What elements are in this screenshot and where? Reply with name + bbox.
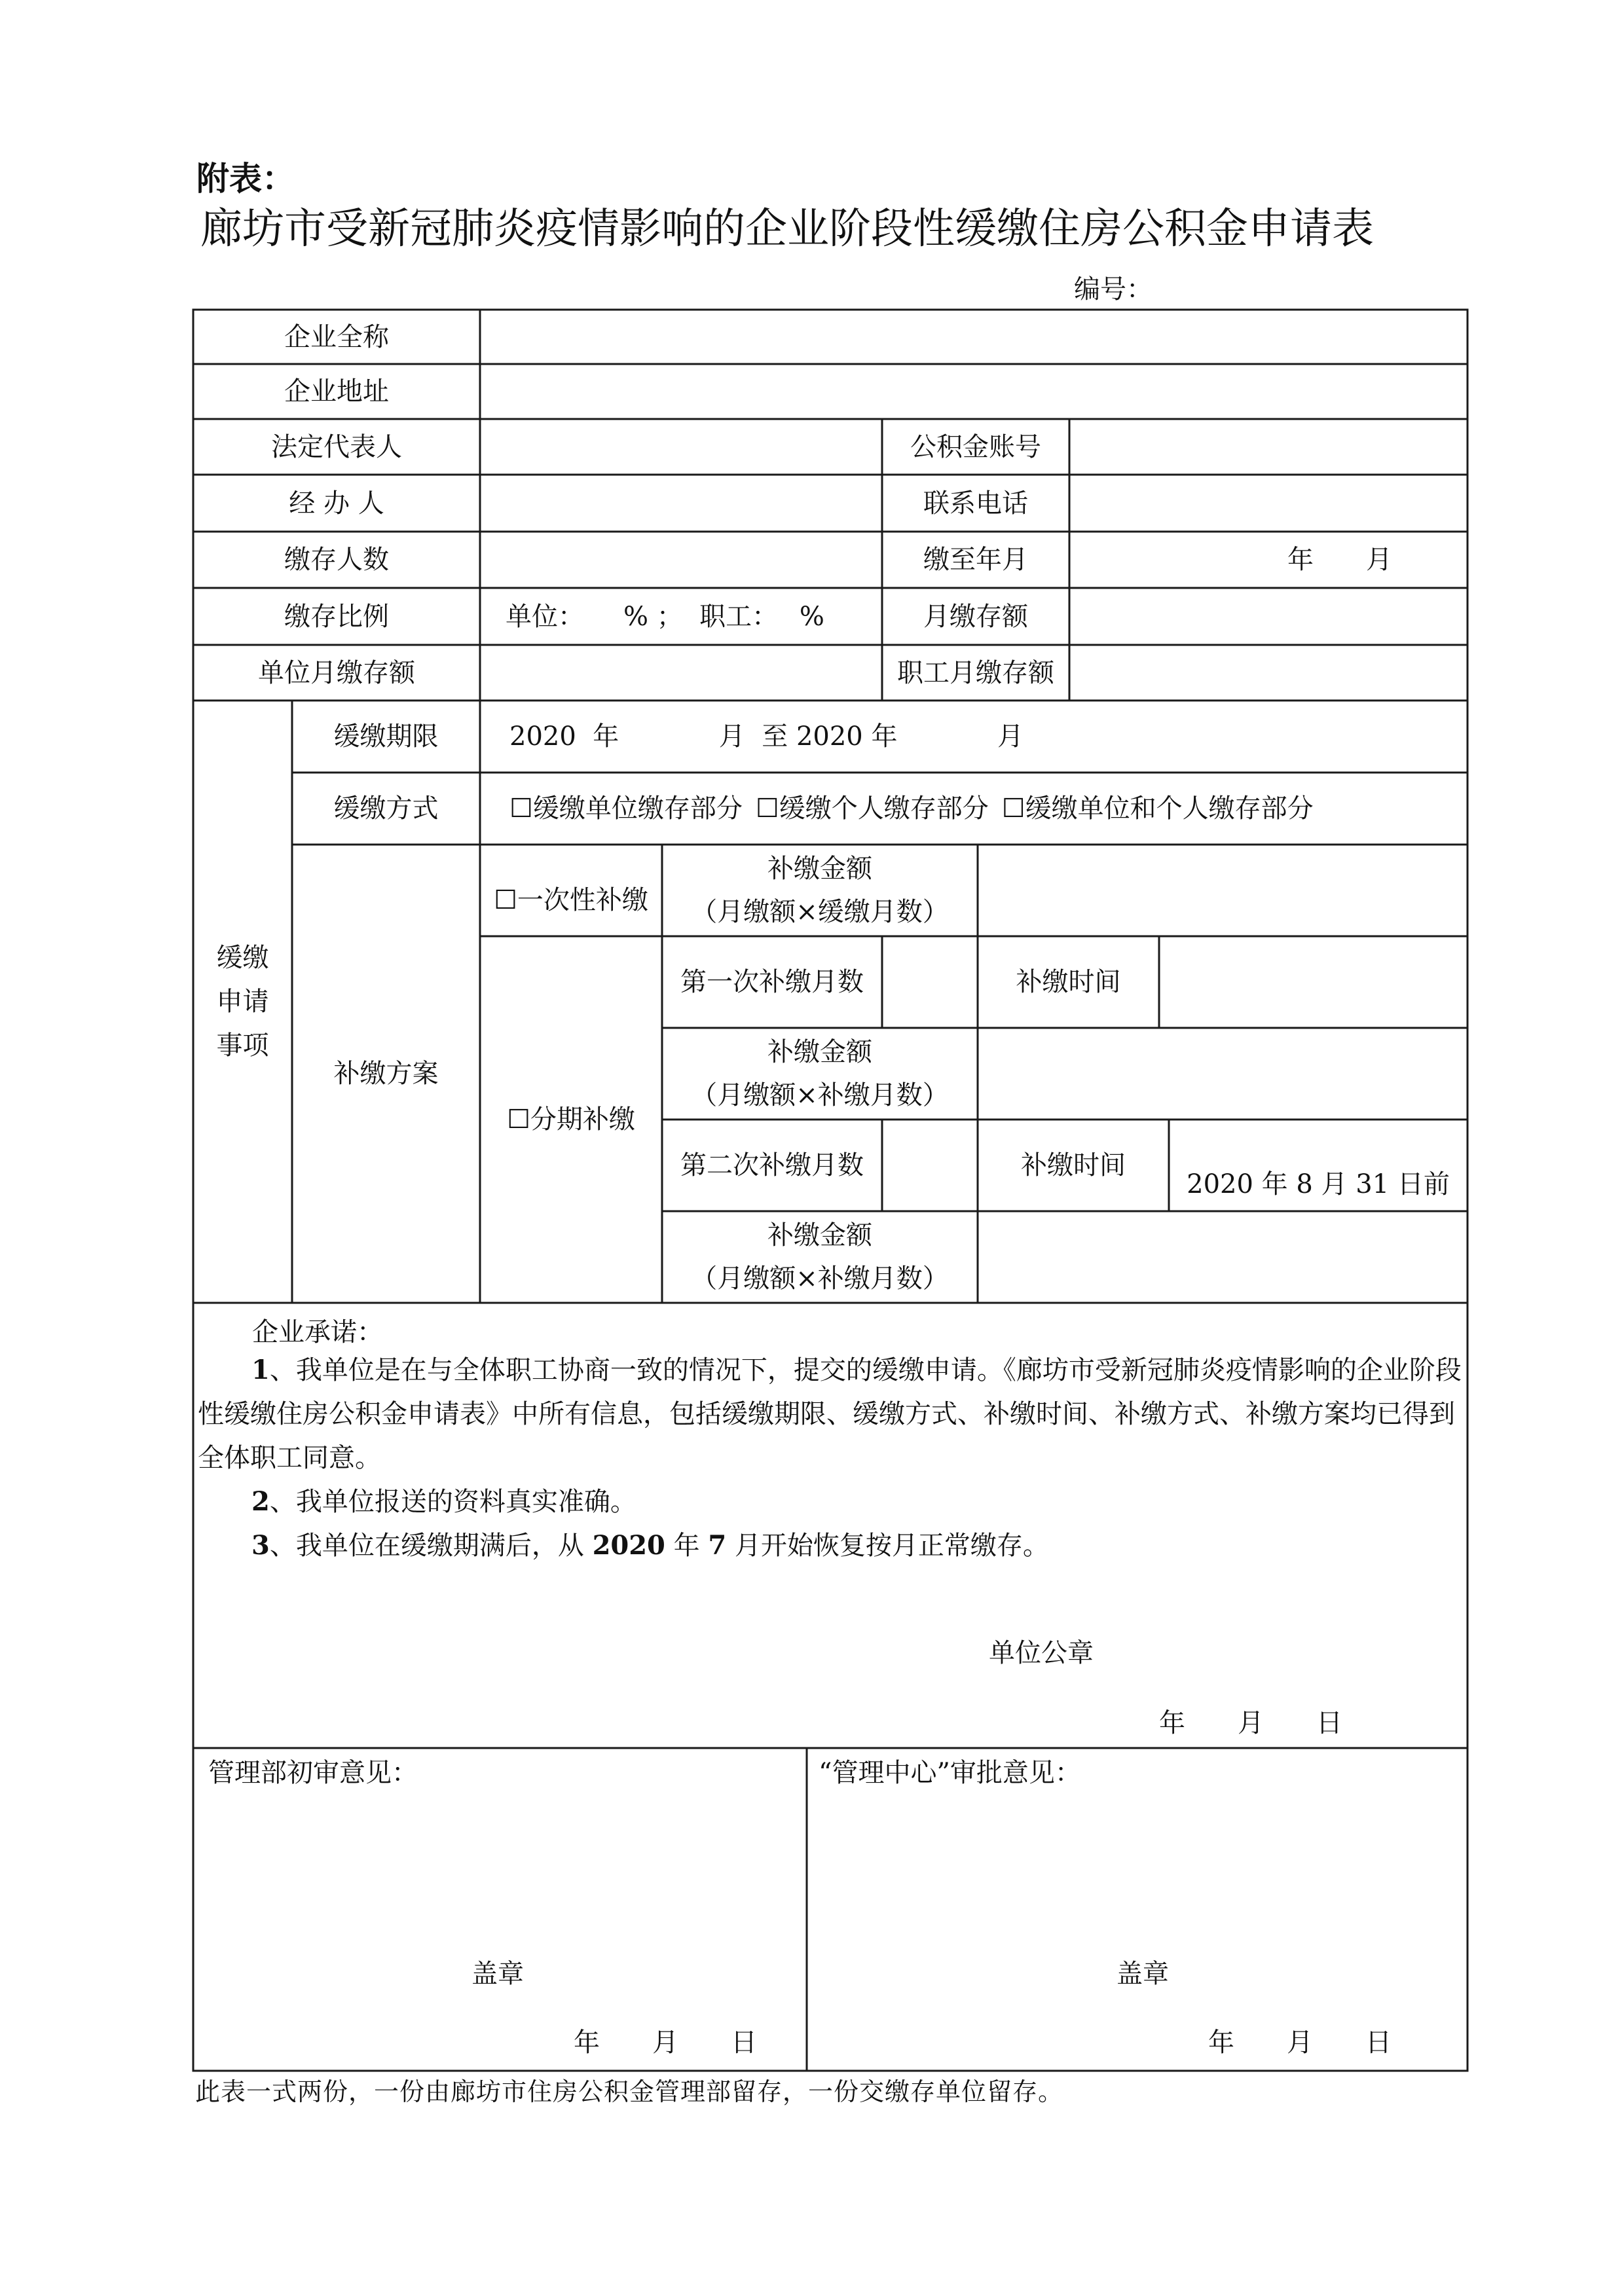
commitment-item-3-text-b: 年 <box>665 1531 709 1561</box>
commitment-item-1 <box>198 1348 1467 1480</box>
paid-until-label: 缴至年月 <box>923 545 1028 575</box>
first-pay-time-field[interactable] <box>1159 936 1467 1028</box>
commitment-item-2 <box>198 1480 1467 1524</box>
first-amount-label: 补缴金额 （月缴额×补缴月数） <box>691 1037 949 1110</box>
unit-monthly-label: 单位月缴存额 <box>258 657 415 688</box>
lump-sum-amount-label: 补缴金额 （月缴额×缓缴月数） <box>691 854 949 927</box>
first-pay-time-label: 补缴时间 <box>1016 967 1121 997</box>
center-approval-seal-label: 盖章 <box>1116 1959 1169 1989</box>
initial-review-date: 年 月 日 <box>574 2028 757 2058</box>
handler-field[interactable] <box>480 475 882 532</box>
commitment-item-2-text: 、我单位报送的资料真实准确。 <box>269 1487 637 1517</box>
unit-monthly-field[interactable] <box>480 645 882 701</box>
deferral-period-label: 缓缴期限 <box>333 721 439 752</box>
phone-field[interactable] <box>1069 475 1467 532</box>
deferral-method-options <box>509 773 1466 845</box>
legal-rep-field[interactable] <box>480 419 882 475</box>
initial-review-title: 管理部初审意见： <box>208 1758 418 1788</box>
commitment-date: 年 月 日 <box>1159 1708 1342 1738</box>
center-approval-date: 年 月 日 <box>1208 2028 1392 2058</box>
deposit-count-field[interactable] <box>480 532 882 588</box>
commitment-title: 企业承诺： <box>252 1317 383 1347</box>
deferral-period-field[interactable]: 2020 年 月 至 2020 年 月 <box>509 721 1024 752</box>
serial-number-label: 编号： <box>1074 274 1153 304</box>
handler-label: 经 办 人 <box>289 488 384 519</box>
monthly-amount-label: 月缴存额 <box>923 601 1028 632</box>
company-address-field[interactable] <box>480 364 1467 419</box>
lump-sum-checkbox[interactable]: ☐一次性补缴 <box>494 885 648 915</box>
legal-rep-label: 法定代表人 <box>271 431 402 462</box>
fund-account-field[interactable] <box>1069 419 1467 475</box>
option-personal-part-checkbox[interactable]: ☐缓缴个人缴存部分 <box>755 793 989 824</box>
second-amount-label: 补缴金额 （月缴额×补缴月数） <box>691 1220 949 1294</box>
option-unit-part-checkbox[interactable]: ☐缓缴单位缴存部分 <box>509 793 743 824</box>
deferral-method-label: 缓缴方式 <box>333 793 439 824</box>
commitment-item-2-number: 2 <box>251 1486 270 1517</box>
second-months-label: 第二次补缴月数 <box>680 1150 864 1180</box>
commitment-item-3 <box>198 1523 1467 1568</box>
first-amount-field[interactable] <box>978 1028 1467 1120</box>
company-address-label: 企业地址 <box>284 376 389 407</box>
deposit-count-label: 缴存人数 <box>284 545 389 575</box>
option-both-parts-checkbox[interactable]: ☐缓缴单位和个人缴存部分 <box>1001 793 1314 824</box>
second-pay-time-label: 补缴时间 <box>1021 1150 1126 1180</box>
lump-sum-amount-field[interactable] <box>978 845 1467 936</box>
commitment-item-3-year: 2020 <box>592 1530 665 1561</box>
initial-review-seal-label: 盖章 <box>471 1959 524 1989</box>
first-months-label: 第一次补缴月数 <box>680 967 864 997</box>
commitment-item-3-text-a: 、我单位在缓缴期满后，从 <box>269 1531 593 1561</box>
application-section-label: 缓缴 申请 事项 <box>216 942 269 1061</box>
company-name-label: 企业全称 <box>284 321 389 352</box>
commitment-item-3-number: 3 <box>251 1530 270 1561</box>
company-name-field[interactable] <box>480 310 1467 364</box>
footer-note: 此表一式两份，一份由廊坊市住房公积金管理部留存，一份交缴存单位留存。 <box>195 2077 1064 2106</box>
center-approval-title: “管理中心”审批意见： <box>819 1758 1081 1788</box>
unit-seal-label: 单位公章 <box>989 1638 1094 1668</box>
second-pay-deadline: 2020 年 8 月 31 日前 <box>1187 1169 1450 1199</box>
second-months-field[interactable] <box>882 1120 978 1211</box>
fund-account-label: 公积金账号 <box>910 431 1041 462</box>
first-months-field[interactable] <box>882 936 978 1028</box>
paid-until-field[interactable]: 年 月 <box>1287 545 1392 575</box>
staff-monthly-field[interactable] <box>1069 645 1467 701</box>
commitment-item-3-month: 7 <box>708 1530 727 1561</box>
form-title: 廊坊市受新冠肺炎疫情影响的企业阶段性缓缴住房公积金申请表 <box>200 205 1374 253</box>
repayment-plan-label: 补缴方案 <box>333 1059 439 1089</box>
commitment-item-1-text: 、我单位是在与全体职工协商一致的情况下，提交的缓缴申请。《廊坊市受新冠肺炎疫情影响的企业阶段性缓缴住房公积金申请表》中所有信息，包括缓缴期限、缓缴方式、补缴时间、补缴方式、补缴方案均已得到全体职工同意。 <box>198 1355 1462 1473</box>
monthly-amount-field[interactable] <box>1069 588 1467 645</box>
commitment-item-1-number: 1 <box>251 1355 270 1385</box>
deposit-ratio-label: 缴存比例 <box>284 601 389 632</box>
commitment-item-3-text-c: 月开始恢复按月正常缴存。 <box>726 1531 1049 1561</box>
attachment-label: 附表： <box>196 159 295 198</box>
installment-checkbox[interactable]: ☐分期补缴 <box>507 1104 635 1135</box>
second-amount-field[interactable] <box>978 1211 1467 1303</box>
phone-label: 联系电话 <box>923 488 1028 519</box>
deposit-ratio-field[interactable]: 单位： % ； 职工： % <box>506 601 824 632</box>
staff-monthly-label: 职工月缴存额 <box>897 657 1054 688</box>
